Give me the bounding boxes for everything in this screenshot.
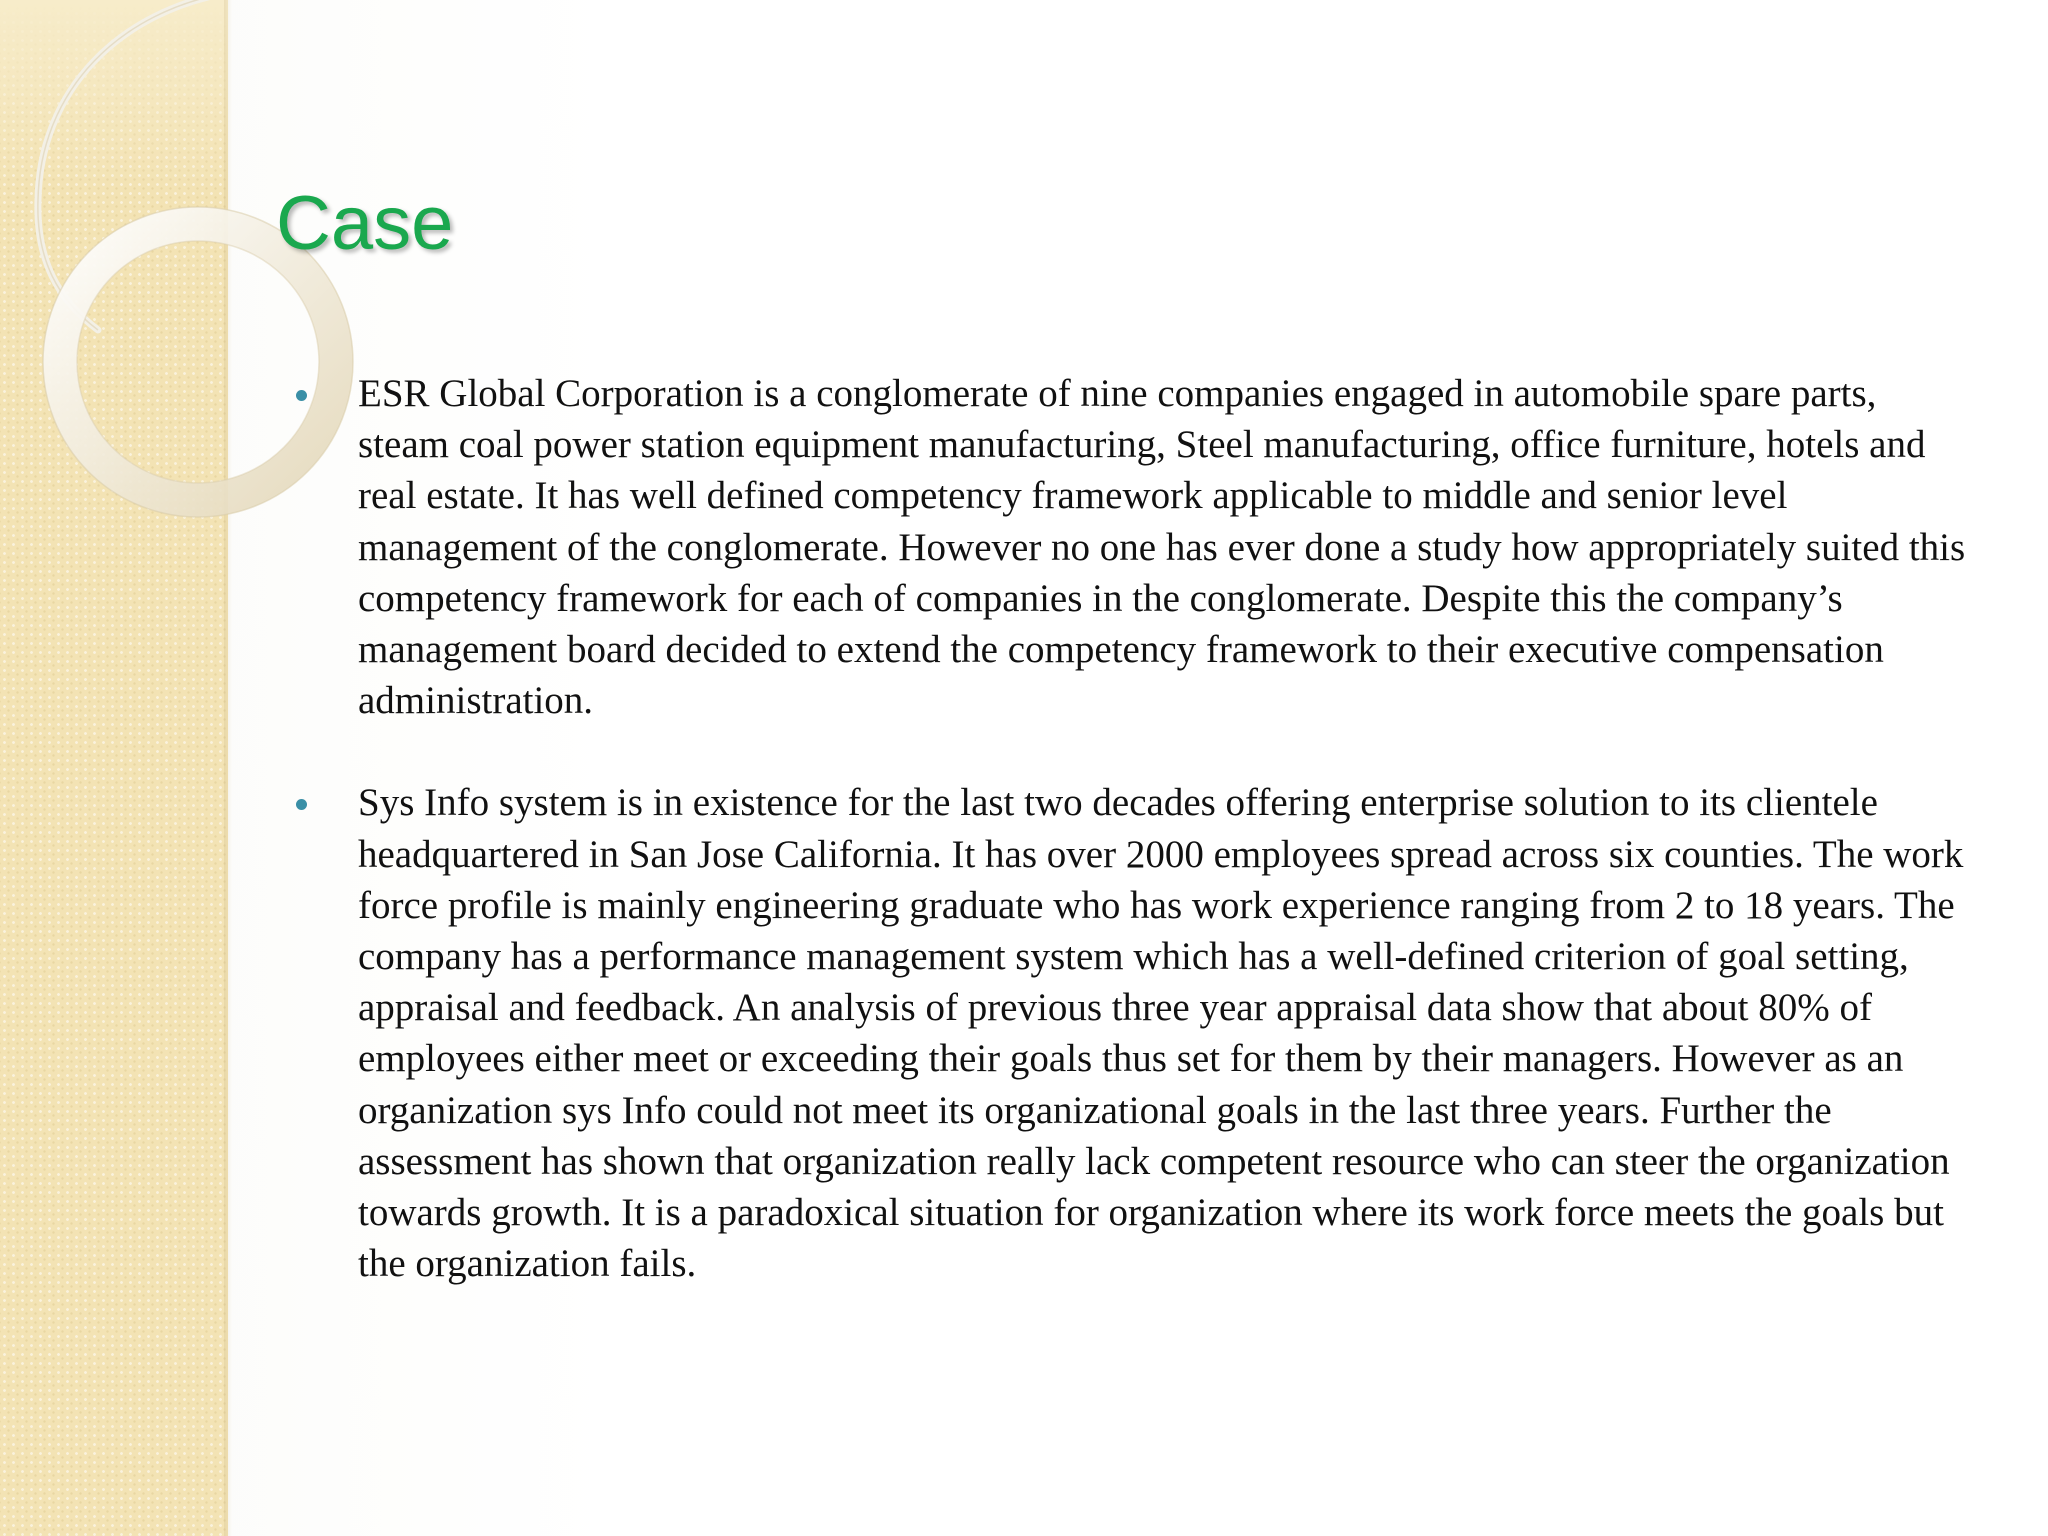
bullet-text: Sys Info system is in existence for the last two decades offering enterprise solution to its clientele headquartered in San Jose California. It has over 2000 employees spread across six counties. The work force profile is mainly engineering graduate who has work experience ranging from 2 to 18 years. The company has a performance management system which has a well-defined criterion of goal setting, appraisal and feedback. An analysis of previous three year appraisal data show that about 80% of employees either meet or exceeding their goals thus set for them by their managers. However as an organization sys Info could not meet its organizational goals in the last three years. Further the assessment has shown that organization really lack competent resource who can steer the organization towards growth. It is a paradoxical situation for organization where its work force meets the goals but the organization fails. <box>358 781 1964 1286</box>
bullet-list <box>296 368 1976 1289</box>
bullet-item-sys-info <box>296 777 1976 1289</box>
bullet-dot-icon <box>296 799 307 810</box>
bullet-dot-icon <box>296 390 307 401</box>
slide-title: Case <box>276 181 454 266</box>
bullet-item-esr-global <box>296 368 1976 726</box>
bullet-text: ESR Global Corporation is a conglomerate of nine companies engaged in automobile spare parts, steam coal power station equipment manufacturing, Steel manufacturing, office furniture, hotels and real estate. It has well defined competency framework applicable to middle and senior level management of the conglomerate. However no one has ever done a study how appropriately suited this competency framework for each of companies in the conglomerate. Despite this the company’s management board decided to extend the competency framework to their executive compensation administration. <box>358 372 1966 723</box>
